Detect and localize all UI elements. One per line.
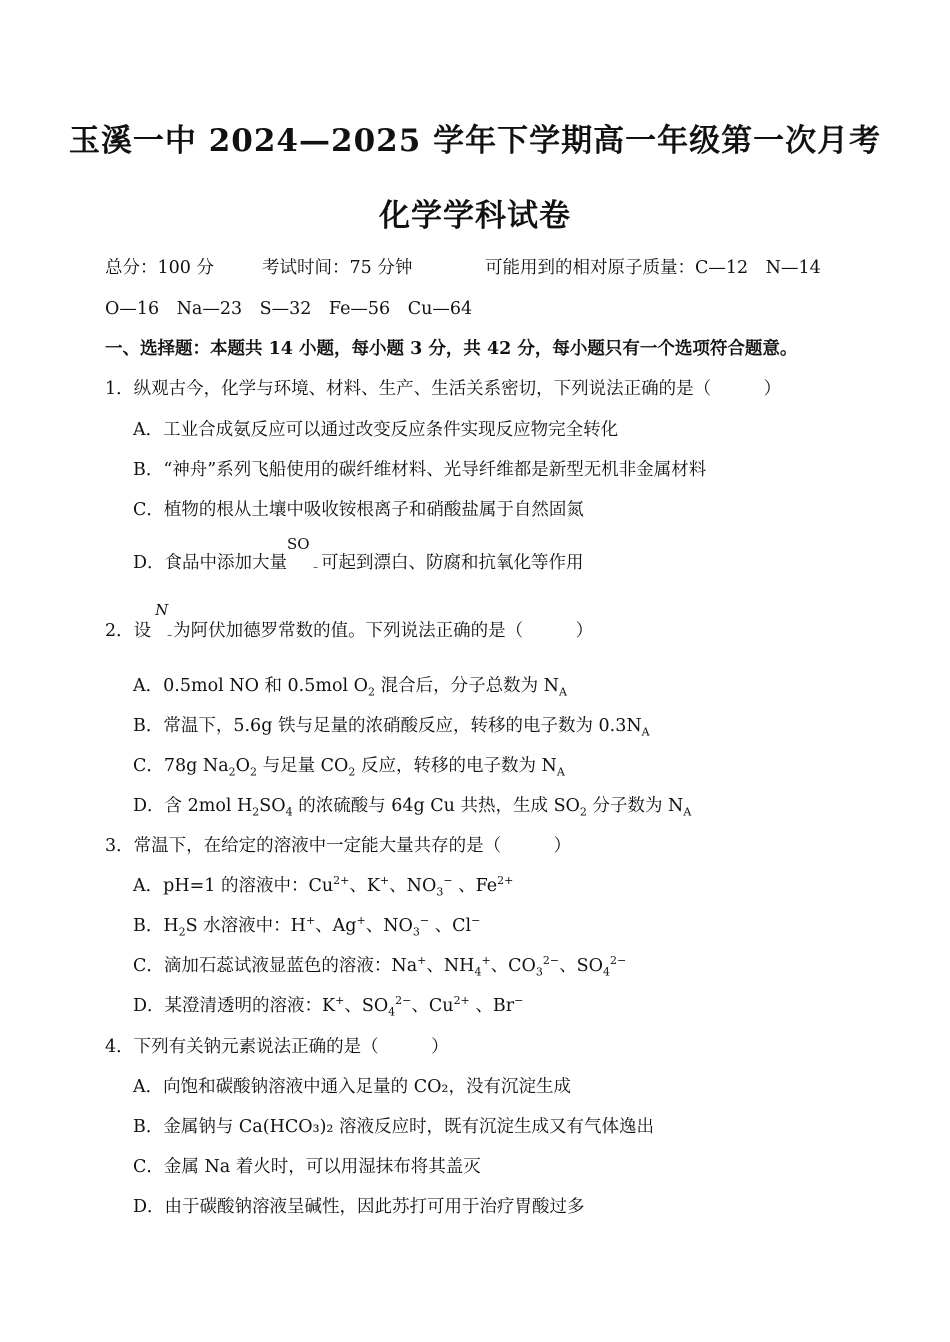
question-2-option-d: D．含 2mol $H_2SO_4$ 的浓硫酸与 64g Cu 共热，生成 $SO_2$ 分子数为 $N_A$	[133, 796, 692, 819]
question-3-stem: 3．常温下，在给定的溶液中一定能大量共存的是（ ）	[105, 836, 572, 856]
question-1-option-b: B．“神舟”系列飞船使用的碳纤维材料、光导纤维都是新型无机非金属材料	[133, 460, 707, 480]
sulfite-formula-label: SO	[287, 534, 310, 553]
question-1-stem: 1．纵观古今，化学与环境、材料、生产、生活关系密切，下列说法正确的是（ ）	[105, 379, 782, 399]
question-3-option-b: B．$H_2S$ 水溶液中：H+、Ag+、$NO_3^-$ 、Cl−	[133, 914, 481, 939]
question-4-stem: 4．下列有关钠元素说法正确的是（ ）	[105, 1037, 449, 1057]
info-masses-b: O—16 Na—23 S—32 Fe—56 Cu—64	[105, 299, 473, 319]
sulfite-formula: SO –	[287, 552, 321, 576]
question-1-option-d-post: 可起到漂白、防腐和抗氧化等作用	[321, 553, 584, 573]
question-3-option-a: A．pH=1 的溶液中：$Cu^{2+}$、K+、$NO_3^-$ 、$Fe^{2+}$	[133, 874, 514, 899]
question-3-option-d: D．某澄清透明的溶液：K+、$SO_4^{2-}$、$Cu^{2+}$ 、Br−	[133, 994, 524, 1019]
question-3-option-c: C．滴加石蕊试液显蓝色的溶液：Na+、$NH_4^+$、$CO_3^{2-}$、$SO_4^{2-}$	[133, 954, 627, 979]
question-2-stem	[105, 600, 594, 644]
section-heading: 一、选择题：本题共 14 小题，每小题 3 分，共 42 分，每小题只有一个选项符合题意。	[105, 339, 798, 359]
question-2-stem-post: 为阿伏加德罗常数的值。下列说法正确的是（ ）	[173, 621, 594, 641]
question-4-option-c: C．金属 Na 着火时，可以用湿抹布将其盖灭	[133, 1157, 481, 1177]
exam-title: 玉溪一中 2024—2025 学年下学期高一年级第一次月考	[68, 123, 882, 159]
question-1-option-d-pre: D．食品中添加大量	[133, 553, 288, 573]
avogadro-symbol: N –	[151, 620, 173, 644]
question-1-option-c: C．植物的根从土壤中吸收铵根离子和硝酸盐属于自然固氮	[133, 500, 584, 520]
question-4-option-d: D．由于碳酸钠溶液呈碱性，因此苏打可用于治疗胃酸过多	[133, 1197, 585, 1217]
avogadro-symbol-label: N	[155, 600, 169, 619]
question-4-option-b: B．金属钠与 Ca(HCO₃)₂ 溶液反应时，既有沉淀生成又有气体逸出	[133, 1117, 654, 1137]
info-time: 考试时间：75 分钟	[262, 258, 413, 278]
question-2-stem-pre: 2．设	[105, 621, 152, 641]
info-masses-a: 可能用到的相对原子质量：C—12 N—14	[485, 258, 821, 278]
info-total: 总分：100 分	[105, 258, 214, 278]
question-4-option-a: A．向饱和碳酸钠溶液中通入足量的 CO₂，没有沉淀生成	[133, 1077, 571, 1097]
question-1-option-a: A．工业合成氨反应可以通过改变反应条件实现反应物完全转化	[133, 420, 619, 440]
exam-subtitle: 化学学科试卷	[379, 198, 571, 234]
question-2-option-b: B．常温下，5.6g 铁与足量的浓硝酸反应，转移的电子数为 $0.3N_A$	[133, 716, 650, 739]
question-1-option-d	[133, 534, 584, 576]
question-2-option-c: C．78g $Na_2O_2$ 与足量 $CO_2$ 反应，转移的电子数为 $N_A$	[133, 756, 565, 779]
question-2-option-a: A．0.5mol NO 和 0.5mol $O_2$ 混合后，分子总数为 $N_A$	[133, 676, 567, 699]
